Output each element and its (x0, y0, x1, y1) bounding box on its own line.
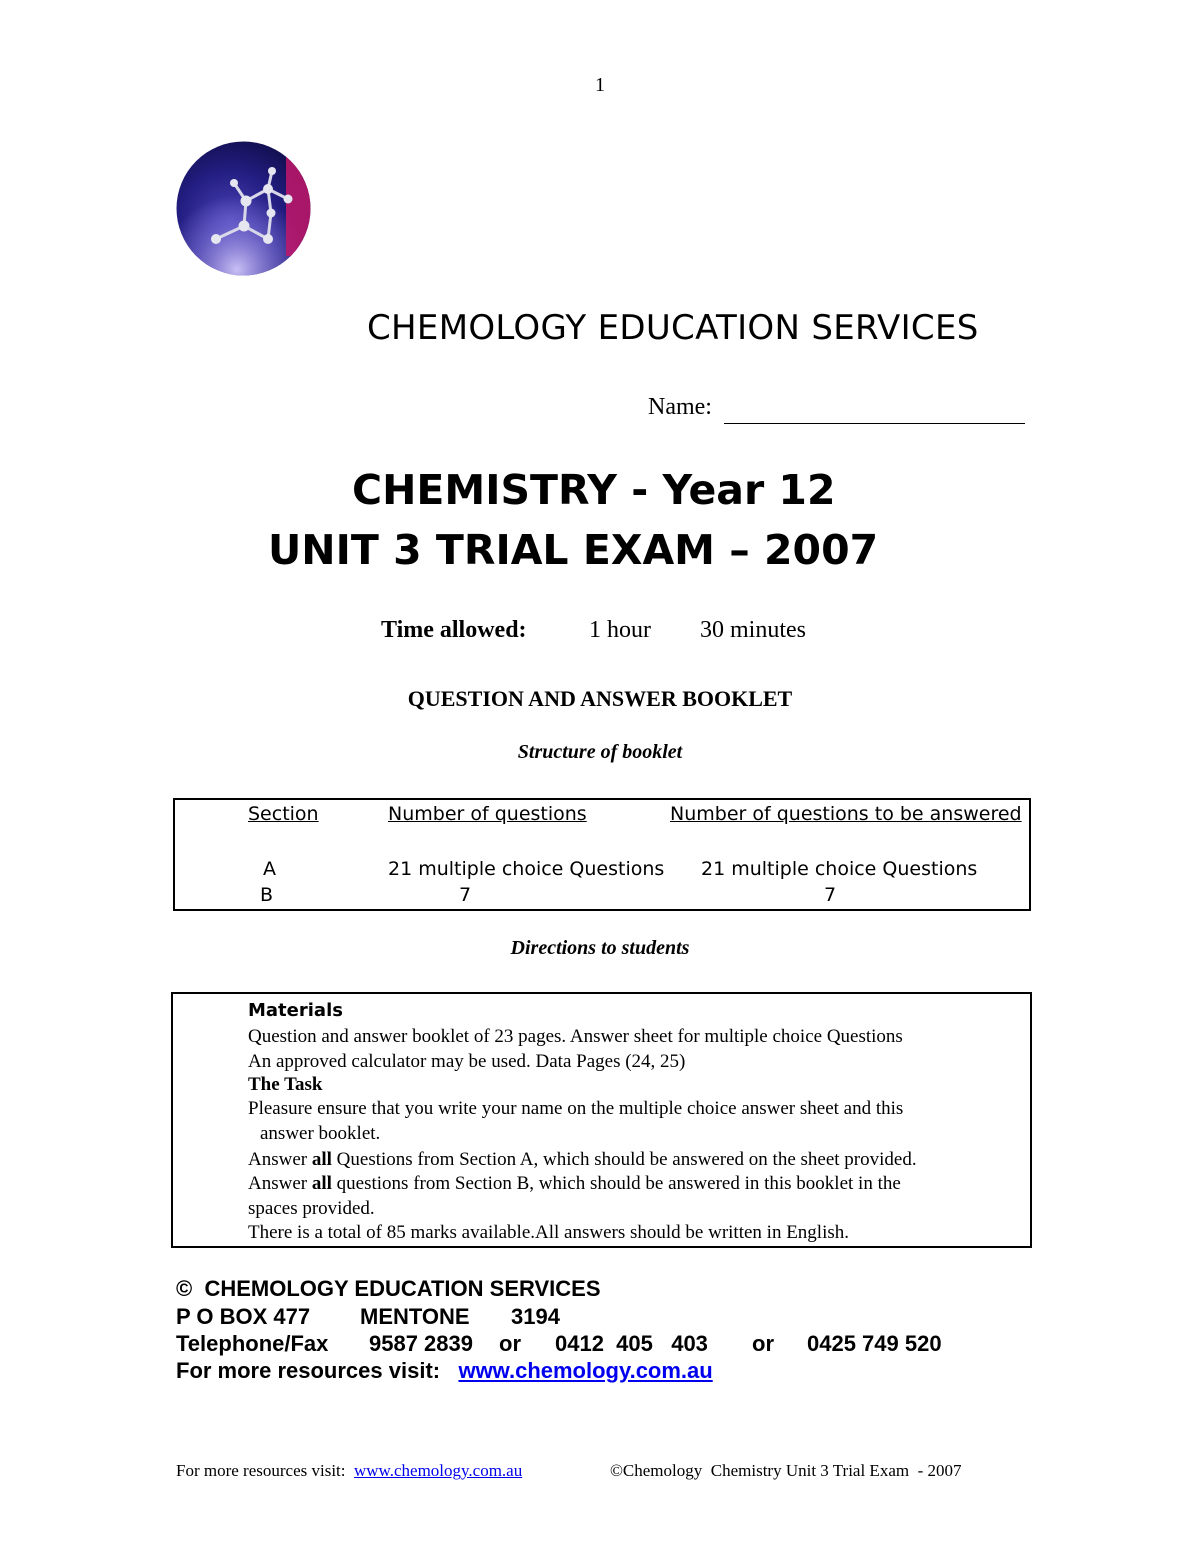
task-text: Answer (248, 1149, 312, 1170)
table-cell-num-answered: 7 (824, 884, 837, 906)
footer-website-link[interactable]: www.chemology.com.au (354, 1461, 523, 1480)
phone-number: 0425 749 520 (807, 1331, 942, 1356)
exam-title-line2: UNIT 3 TRIAL EXAM – 2007 (268, 526, 879, 574)
task-text: Answer (248, 1173, 312, 1194)
website-link[interactable]: www.chemology.com.au (458, 1358, 713, 1383)
task-line: There is a total of 85 marks available.All answers should be written in English. (248, 1222, 849, 1243)
table-cell-section: A (263, 858, 276, 880)
time-hours: 1 hour (589, 617, 651, 643)
task-line: spaces provided. (248, 1198, 375, 1219)
phone-number: 9587 2839 (369, 1331, 473, 1356)
task-text: Questions from Section A, which should be answered on the sheet provided. (331, 1149, 917, 1170)
table-cell-num-answered: 21 multiple choice Questions (701, 858, 978, 880)
name-label: Name: (648, 394, 712, 420)
name-line (724, 423, 1025, 424)
contact-postcode: 3194 (511, 1304, 560, 1329)
table-header-section: Section (248, 803, 319, 825)
time-minutes: 30 minutes (700, 617, 806, 643)
directions-heading: Directions to students (510, 937, 690, 959)
page-number: 1 (595, 74, 605, 96)
phone-label: Telephone/Fax (176, 1331, 329, 1356)
time-allowed-row (0, 617, 1200, 649)
materials-line: Question and answer booklet of 23 pages. Answer sheet for multiple choice Questions (248, 1026, 903, 1047)
task-emphasis: all (311, 1173, 332, 1194)
booklet-heading: QUESTION AND ANSWER BOOKLET (407, 686, 793, 711)
footer-copyright: ©Chemology Chemistry Unit 3 Trial Exam - 2007 (610, 1461, 962, 1480)
copyright-icon: © (176, 1276, 193, 1301)
footer-resources-label: For more resources visit: (176, 1461, 346, 1480)
structure-heading: Structure of booklet (517, 741, 683, 763)
contact-po-box: P O BOX 477 (176, 1304, 311, 1329)
phone-number: 0412 405 403 (555, 1331, 708, 1356)
materials-line: An approved calculator may be used. Data Pages (24, 25) (248, 1051, 686, 1072)
task-line: Pleasure ensure that you write your name on the multiple choice answer sheet and this (248, 1098, 904, 1119)
table-cell-num-questions: 21 multiple choice Questions (388, 858, 665, 880)
contact-suburb: MENTONE (360, 1304, 470, 1329)
molecule-sphere-icon (176, 141, 311, 276)
contact-company-name: CHEMOLOGY EDUCATION SERVICES (204, 1276, 601, 1301)
phone-or: or (499, 1331, 521, 1356)
contact-company (176, 1276, 601, 1302)
contact-resources (176, 1358, 713, 1384)
materials-heading: Materials (248, 1000, 343, 1021)
task-emphasis: all (311, 1149, 332, 1170)
resources-label: For more resources visit: (176, 1358, 441, 1383)
structure-table (173, 798, 1031, 911)
table-cell-section: B (260, 884, 274, 906)
time-allowed-label: Time allowed: (381, 617, 527, 643)
exam-title-line1: CHEMISTRY - Year 12 (352, 466, 836, 514)
task-line: answer booklet. (260, 1123, 381, 1144)
phone-or: or (752, 1331, 774, 1356)
table-header-num-answered: Number of questions to be answered (670, 803, 1022, 825)
task-heading: The Task (248, 1074, 323, 1095)
task-text: questions from Section B, which should be answered in this booklet in the (331, 1173, 901, 1194)
task-line (248, 1173, 901, 1195)
table-cell-num-questions: 7 (459, 884, 472, 906)
task-line (248, 1149, 917, 1171)
table-header-num-questions: Number of questions (388, 803, 587, 825)
company-title: CHEMOLOGY EDUCATION SERVICES (367, 308, 979, 348)
page-footer (176, 1461, 1026, 1485)
directions-box (171, 992, 1032, 1248)
